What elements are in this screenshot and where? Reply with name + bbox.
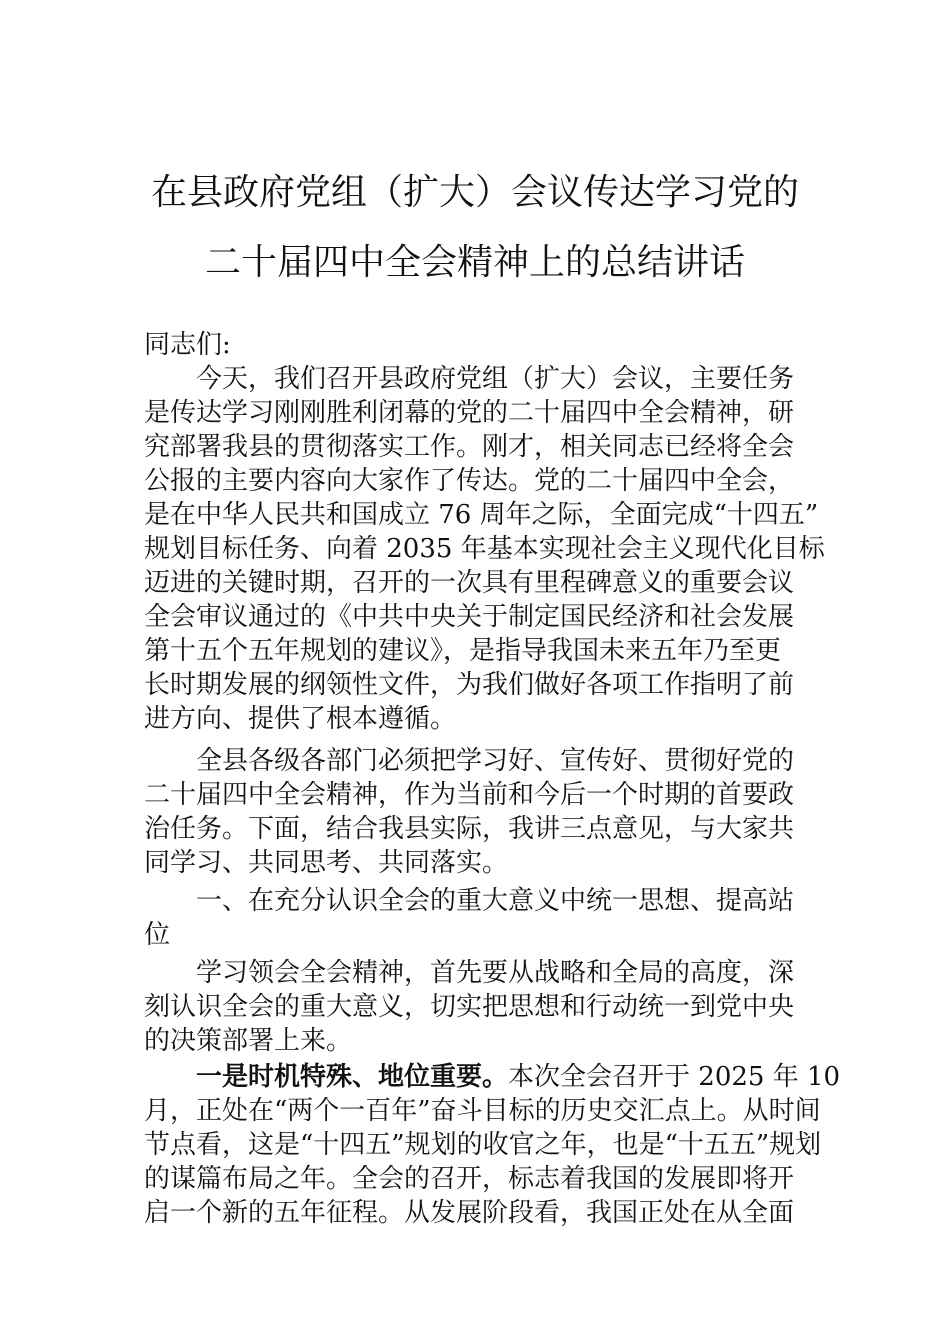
paragraph-line: 进方向、提供了根本遵循。 xyxy=(144,704,457,734)
document-title-line-1: 在县政府党组（扩大）会议传达学习党的 xyxy=(150,172,799,213)
paragraph-line: 学习领会全会精神，首先要从战略和全局的高度，深 xyxy=(196,958,795,988)
paragraph-line: 节点看，这是“十四五”规划的收官之年，也是“十五五”规划 xyxy=(144,1130,822,1160)
paragraph-line: 规划目标任务、向着 2035 年基本实现社会主义现代化目标 xyxy=(144,534,825,564)
document-title-line-2: 二十届四中全会精神上的总结讲话 xyxy=(204,242,745,283)
paragraph-line: 是在中华人民共和国成立 76 周年之际，全面完成“十四五” xyxy=(144,500,819,530)
paragraph-line: 刻认识全会的重大意义，切实把思想和行动统一到党中央 xyxy=(144,992,795,1022)
paragraph-line xyxy=(196,1060,840,1094)
paragraph-line: 究部署我县的贯彻落实工作。刚才，相关同志已经将全会 xyxy=(144,432,795,462)
point-text: 本次全会召开于 2025 年 10 xyxy=(508,1062,841,1092)
paragraph-line: 全会审议通过的《中共中央关于制定国民经济和社会发展 xyxy=(144,602,795,632)
paragraph-line: 启一个新的五年征程。从发展阶段看，我国正处在从全面 xyxy=(144,1198,795,1228)
paragraph-line: 二十届四中全会精神，作为当前和今后一个时期的首要政 xyxy=(144,780,795,810)
paragraph-line: 迈进的关键时期，召开的一次具有里程碑意义的重要会议 xyxy=(144,568,795,598)
paragraph-line: 同学习、共同思考、共同落实。 xyxy=(144,848,509,878)
paragraph-line: 的谋篇布局之年。全会的召开，标志着我国的发展即将开 xyxy=(144,1164,795,1194)
paragraph-line: 全县各级各部门必须把学习好、宣传好、贯彻好党的 xyxy=(196,746,795,776)
paragraph-line: 月，正处在“两个一百年”奋斗目标的历史交汇点上。从时间 xyxy=(144,1096,821,1126)
paragraph-line: 长时期发展的纲领性文件，为我们做好各项工作指明了前 xyxy=(144,670,795,700)
section-heading: 位 xyxy=(144,920,171,950)
paragraph-line: 治任务。下面，结合我县实际，我讲三点意见，与大家共 xyxy=(144,814,795,844)
paragraph-line: 今天，我们召开县政府党组（扩大）会议，主要任务 xyxy=(196,364,795,394)
paragraph-line: 的决策部署上来。 xyxy=(144,1026,353,1056)
paragraph-line: 是传达学习刚刚胜利闭幕的党的二十届四中全会精神，研 xyxy=(144,398,795,428)
salutation: 同志们: xyxy=(144,330,231,360)
paragraph-line: 公报的主要内容向大家作了传达。党的二十届四中全会， xyxy=(144,466,795,496)
paragraph-line: 第十五个五年规划的建议》，是指导我国未来五年乃至更 xyxy=(144,636,782,666)
section-heading: 一、在充分认识全会的重大意义中统一思想、提高站 xyxy=(196,886,795,916)
point-heading: 一是时机特殊、地位重要。 xyxy=(196,1062,509,1092)
